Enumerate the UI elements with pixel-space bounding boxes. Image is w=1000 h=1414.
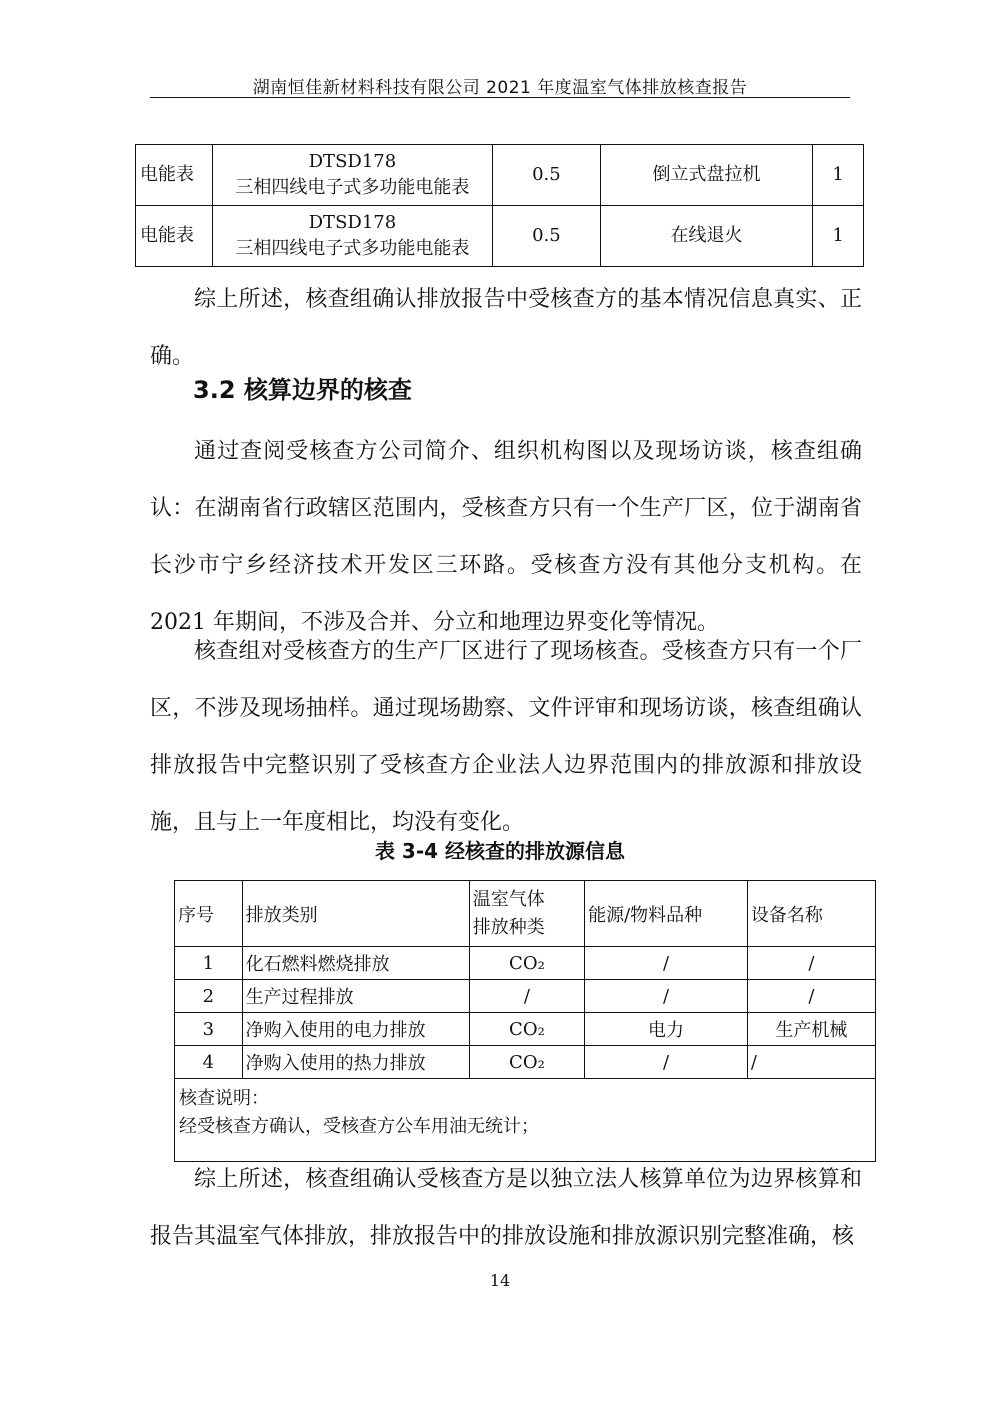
header-divider (150, 97, 850, 98)
meter-equipment-cell: 倒立式盘拉机 (600, 145, 813, 206)
note-text: 经受核查方确认，受核查方公车用油无统计； (179, 1116, 539, 1137)
meter-table (135, 144, 864, 267)
page-number: 14 (489, 1271, 511, 1290)
page-header: 湖南恒佳新材料科技有限公司 2021 年度温室气体排放核查报告 (252, 78, 748, 98)
row-category: 化石燃料燃烧排放 (242, 947, 469, 980)
table-row (136, 145, 864, 206)
boundary-paragraph: 通过查阅受核查方公司简介、组织机构图以及现场访谈，核查组确认：在湖南省行政辖区范围内，受核查方只有一个生产厂区，位于湖南省长沙市宁乡经济技术开发区三环路。受核查方没有其他分支机构。在 2021 年期间，不涉及合并、分立和地理边界变化等情况。 (150, 439, 862, 635)
meter-model-code: DTSD178 (308, 151, 397, 172)
header-gas-line1: 温室气体 (472, 888, 545, 910)
conclusion-paragraph: 综上所述，核查组确认受核查方是以独立法人核算单位为边界核算和报告其温室气体排放，排放报告中的排放设施和排放源识别完整准确，核 (150, 1167, 862, 1249)
row-equipment: 生产机械 (747, 1013, 875, 1046)
meter-count-cell: 1 (813, 145, 864, 206)
header-equipment: 设备名称 (747, 881, 875, 947)
row-energy: / (585, 947, 748, 980)
row-no: 3 (175, 1013, 243, 1046)
row-equipment: / (747, 1046, 875, 1079)
table-row (175, 1046, 876, 1079)
header-gas (469, 881, 584, 947)
meter-model-cell (212, 206, 493, 267)
meter-accuracy-cell: 0.5 (493, 145, 600, 206)
meter-type-cell: 电能表 (136, 145, 213, 206)
row-gas: / (469, 980, 584, 1013)
meter-accuracy-cell: 0.5 (493, 206, 600, 267)
meter-count-cell: 1 (813, 206, 864, 267)
emission-source-table (174, 880, 876, 1162)
table-row (175, 1013, 876, 1046)
header-no: 序号 (175, 881, 243, 947)
row-category: 生产过程排放 (242, 980, 469, 1013)
row-energy: / (585, 980, 748, 1013)
table-note-row (175, 1079, 876, 1162)
row-category: 净购入使用的电力排放 (242, 1013, 469, 1046)
row-gas: CO₂ (469, 1046, 584, 1079)
table-row (136, 206, 864, 267)
row-gas: CO₂ (469, 947, 584, 980)
row-no: 1 (175, 947, 243, 980)
note-title: 核查说明： (179, 1088, 269, 1109)
table-caption: 表 3-4 经核查的排放源信息 (374, 839, 626, 863)
table-note (175, 1079, 876, 1162)
summary-paragraph: 综上所述，核查组确认排放报告中受核查方的基本情况信息真实、正确。 (150, 287, 862, 369)
row-equipment: / (747, 947, 875, 980)
table-row (175, 980, 876, 1013)
header-gas-line2: 排放种类 (472, 916, 545, 938)
table-header-row (175, 881, 876, 947)
meter-model-cell (212, 145, 493, 206)
row-gas: CO₂ (469, 1013, 584, 1046)
meter-model-code: DTSD178 (308, 212, 397, 233)
meter-model-desc: 三相四线电子式多功能电能表 (235, 238, 470, 259)
row-energy: / (585, 1046, 748, 1079)
row-equipment: / (747, 980, 875, 1013)
row-category: 净购入使用的热力排放 (242, 1046, 469, 1079)
row-no: 4 (175, 1046, 243, 1079)
row-energy: 电力 (585, 1013, 748, 1046)
header-energy: 能源/物料品种 (585, 881, 748, 947)
meter-model-desc: 三相四线电子式多功能电能表 (235, 177, 470, 198)
site-check-paragraph: 核查组对受核查方的生产厂区进行了现场核查。受核查方只有一个厂区，不涉及现场抽样。通过现场勘察、文件评审和现场访谈，核查组确认排放报告中完整识别了受核查方企业法人边界范围内的排放源和排放设施，且与上一年度相比，均没有变化。 (150, 639, 862, 835)
meter-equipment-cell: 在线退火 (600, 206, 813, 267)
section-heading: 3.2 核算边界的核查 (193, 376, 412, 404)
meter-type-cell: 电能表 (136, 206, 213, 267)
row-no: 2 (175, 980, 243, 1013)
header-category: 排放类别 (242, 881, 469, 947)
table-row (175, 947, 876, 980)
